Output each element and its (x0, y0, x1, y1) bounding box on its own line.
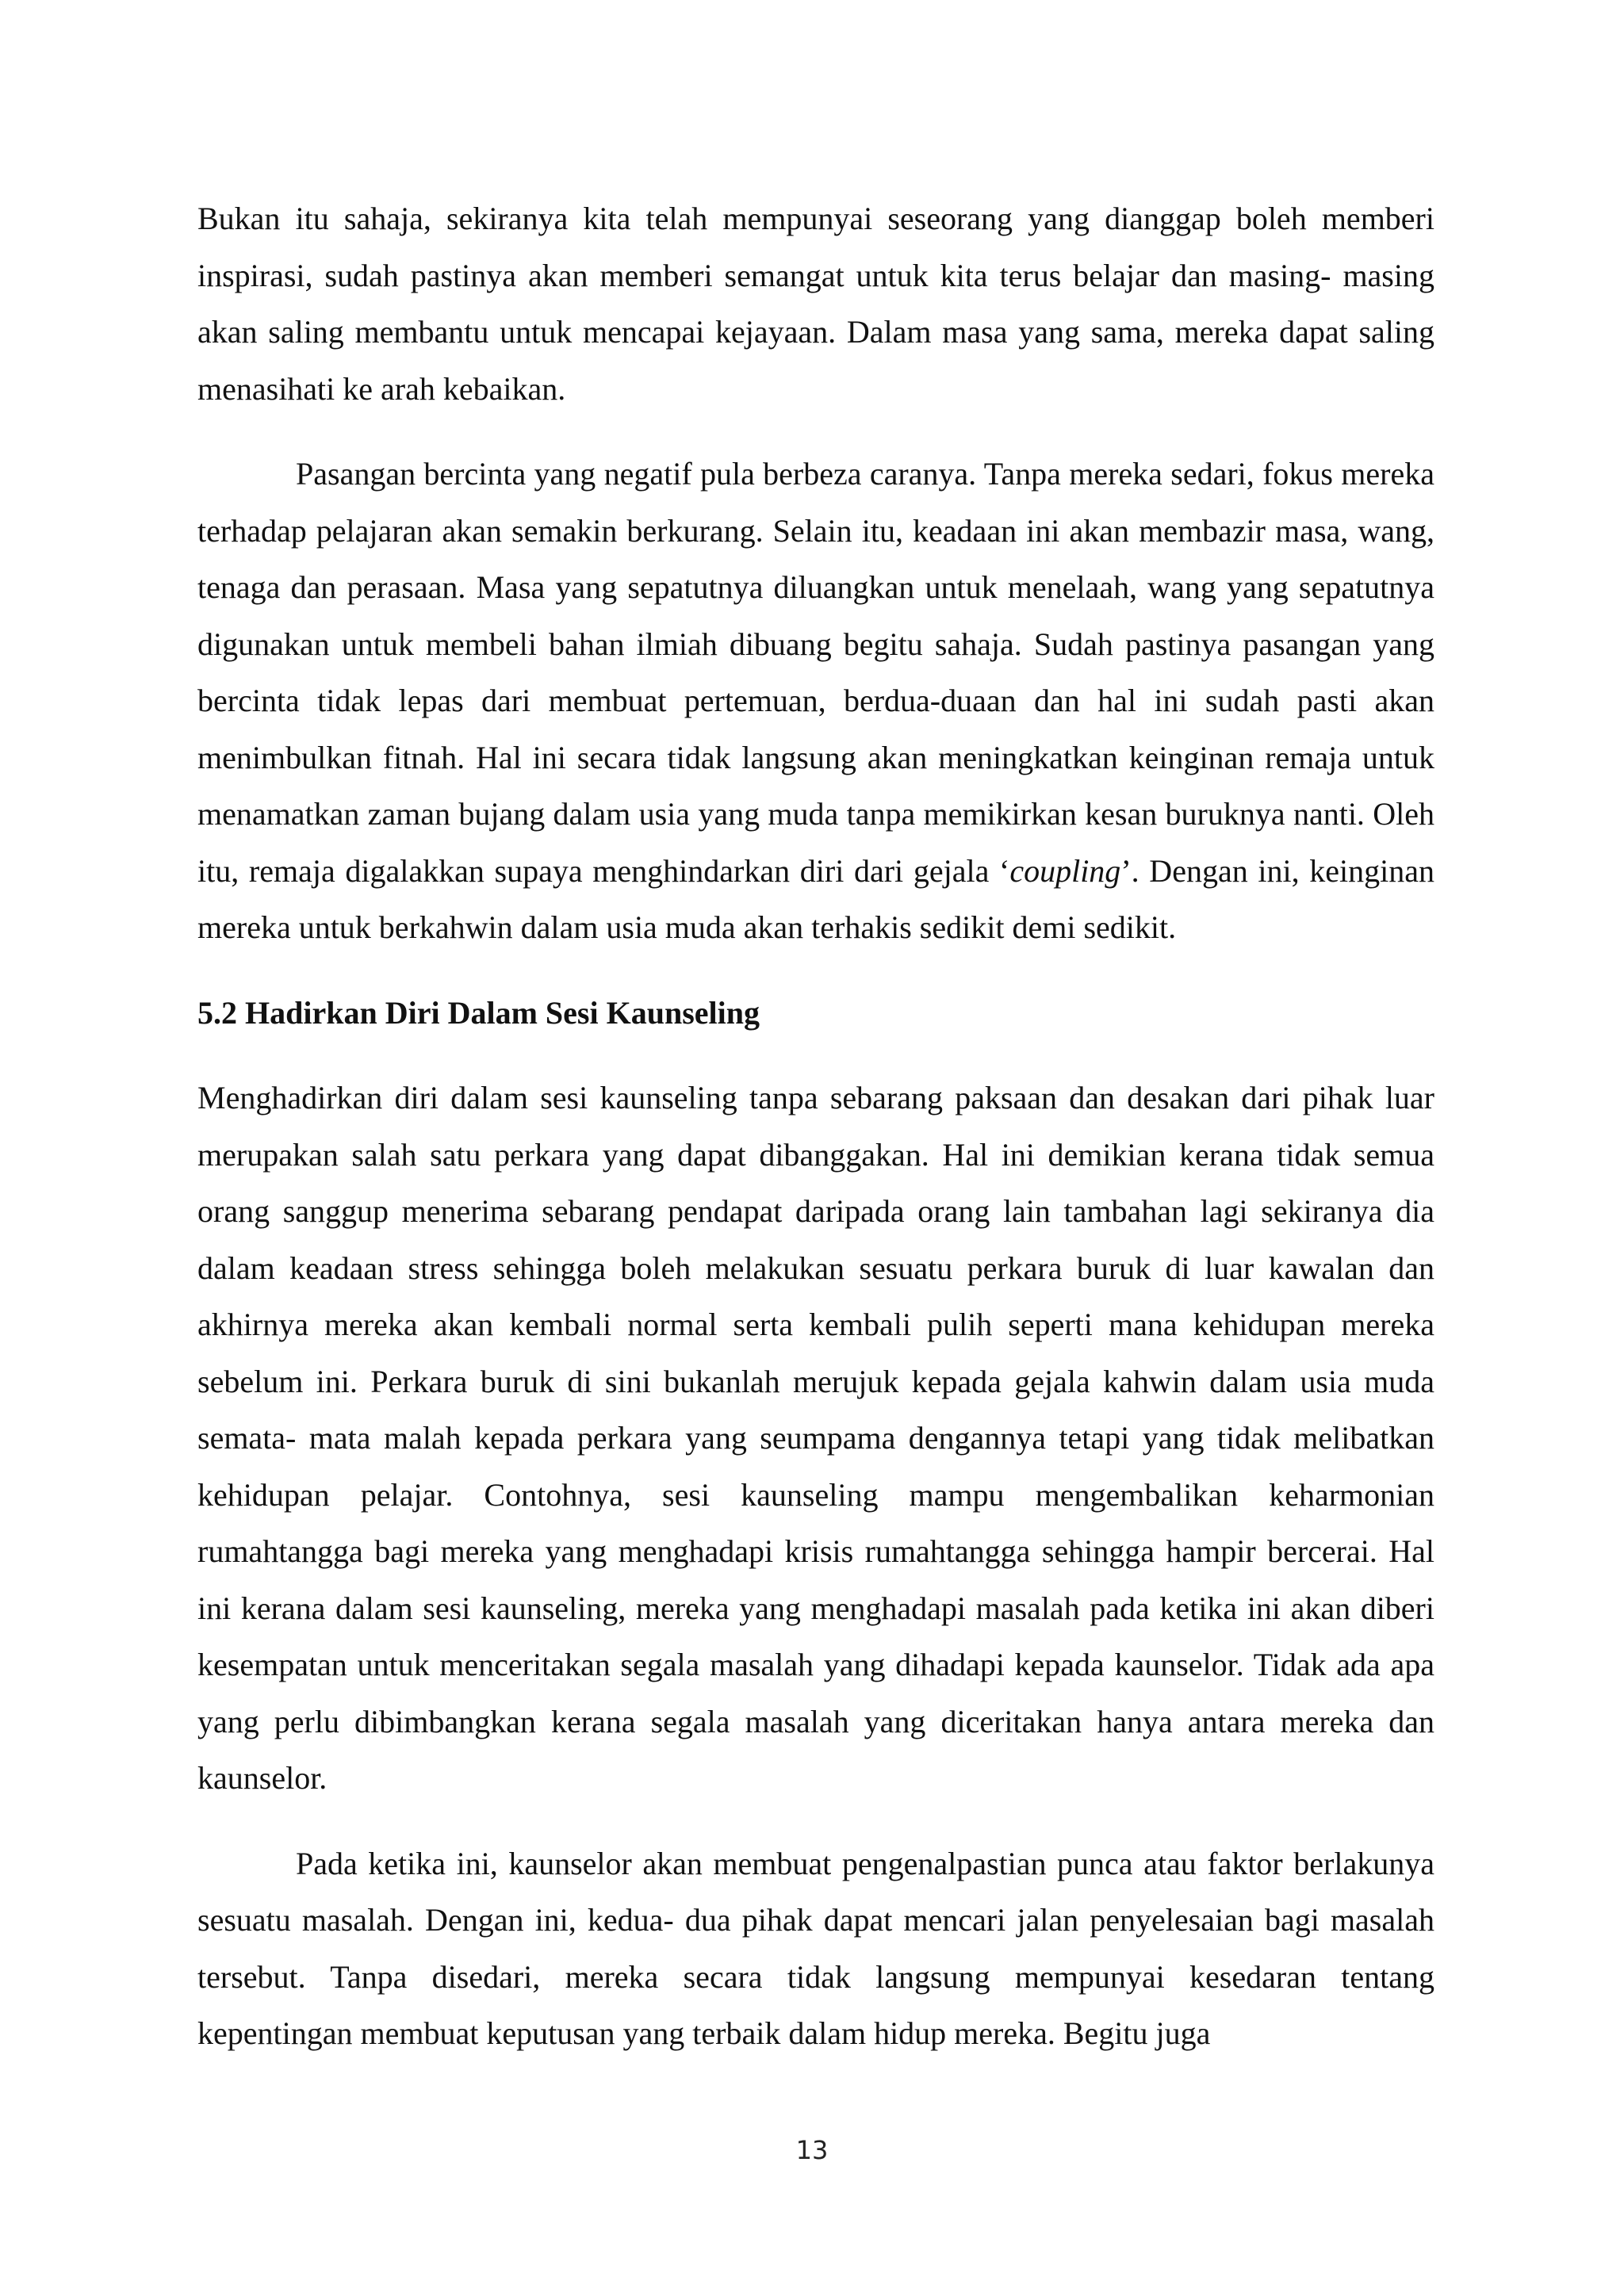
paragraph-gap (197, 417, 1434, 446)
paragraph-4: Pada ketika ini, kaunselor akan membuat pengenalpastian punca atau faktor berlakunya sesuatu masalah. Dengan ini, kedua- dua pihak dapat mencari jalan penyelesaian bagi masalah tersebut. Tanpa disedari, mereka secara tidak langsung mempunyai kesedaran tentang kepentingan membuat keputusan yang terbaik dalam hidup mereka. Begitu juga (197, 1845, 1434, 2051)
section-heading: 5.2 Hadirkan Diri Dalam Sesi Kaunseling (197, 994, 760, 1031)
paragraph-gap (197, 1807, 1434, 1835)
paragraph-3: Menghadirkan diri dalam sesi kaunseling tanpa sebarang paksaan dan desakan dari pihak luar merupakan salah satu perkara yang dapat dibanggakan. Hal ini demikian kerana tidak semua orang sanggup menerima sebarang pendapat daripada orang lain tambahan lagi sekiranya dia dalam keadaan stress sehingga boleh melakukan sesuatu perkara buruk di luar kawalan dan akhirnya mereka akan kembali normal serta kembali pulih seperti mana kehidupan mereka sebelum ini. Perkara buruk di sini bukanlah merujuk kepada gejala kahwin dalam usia muda semata- mata malah kepada perkara yang seumpama dengannya tetapi yang tidak melibatkan kehidupan pelajar. Contohnya, sesi kaunseling mampu mengembalikan keharmonian rumahtangga bagi mereka yang menghadapi krisis rumahtangga sehingga hampir bercerai. Hal ini kerana dalam sesi kaunseling, mereka yang menghadapi masalah pada ketika ini akan diberi kesempatan untuk menceritakan segala masalah yang dihadapi kepada kaunselor. Tidak ada apa yang perlu dibimbangkan kerana segala masalah yang diceritakan hanya antara mereka dan kaunselor. (197, 1080, 1434, 1796)
paragraph-2-text-a: Pasangan bercinta yang negatif pula berbeza caranya. Tanpa mereka sedari, fokus mereka terhadap pelajaran akan semakin berkurang. Selain itu, keadaan ini akan membazir masa, wang, tenaga dan perasaan. Masa yang sepatutnya diluangkan untuk menelaah, wang yang sepatutnya digunakan untuk membeli bahan ilmiah dibuang begitu sahaja. Sudah pastinya pasangan yang bercinta tidak lepas dari membuat pertemuan, berdua-duaan dan hal ini sudah pasti akan menimbulkan fitnah. Hal ini secara tidak langsung akan meningkatkan keinginan remaja untuk menamatkan zaman bujang dalam usia yang muda tanpa memikirkan kesan buruknya nanti. Oleh itu, remaja digalakkan supaya menghindarkan diri dari gejala ‘ (197, 456, 1434, 889)
italic-term-coupling: coupling (1009, 852, 1121, 889)
document-body (197, 190, 1434, 2062)
paragraph-2 (197, 446, 1434, 956)
heading-gap (197, 1041, 1434, 1070)
paragraph-1: Bukan itu sahaja, sekiranya kita telah mempunyai seseorang yang dianggap boleh memberi inspirasi, sudah pastinya akan memberi semangat untuk kita terus belajar dan masing- masing akan saling membantu untuk mencapai kejayaan. Dalam masa yang sama, mereka dapat saling menasihati ke arah kebaikan. (197, 201, 1434, 407)
paragraph-2-text-b: ’. Dengan ini, keinginan mereka untuk berkahwin dalam usia muda akan terhakis sedikit demi sedikit. (197, 852, 1434, 945)
paragraph-gap (197, 956, 1434, 985)
page-number: 13 (795, 2135, 829, 2165)
